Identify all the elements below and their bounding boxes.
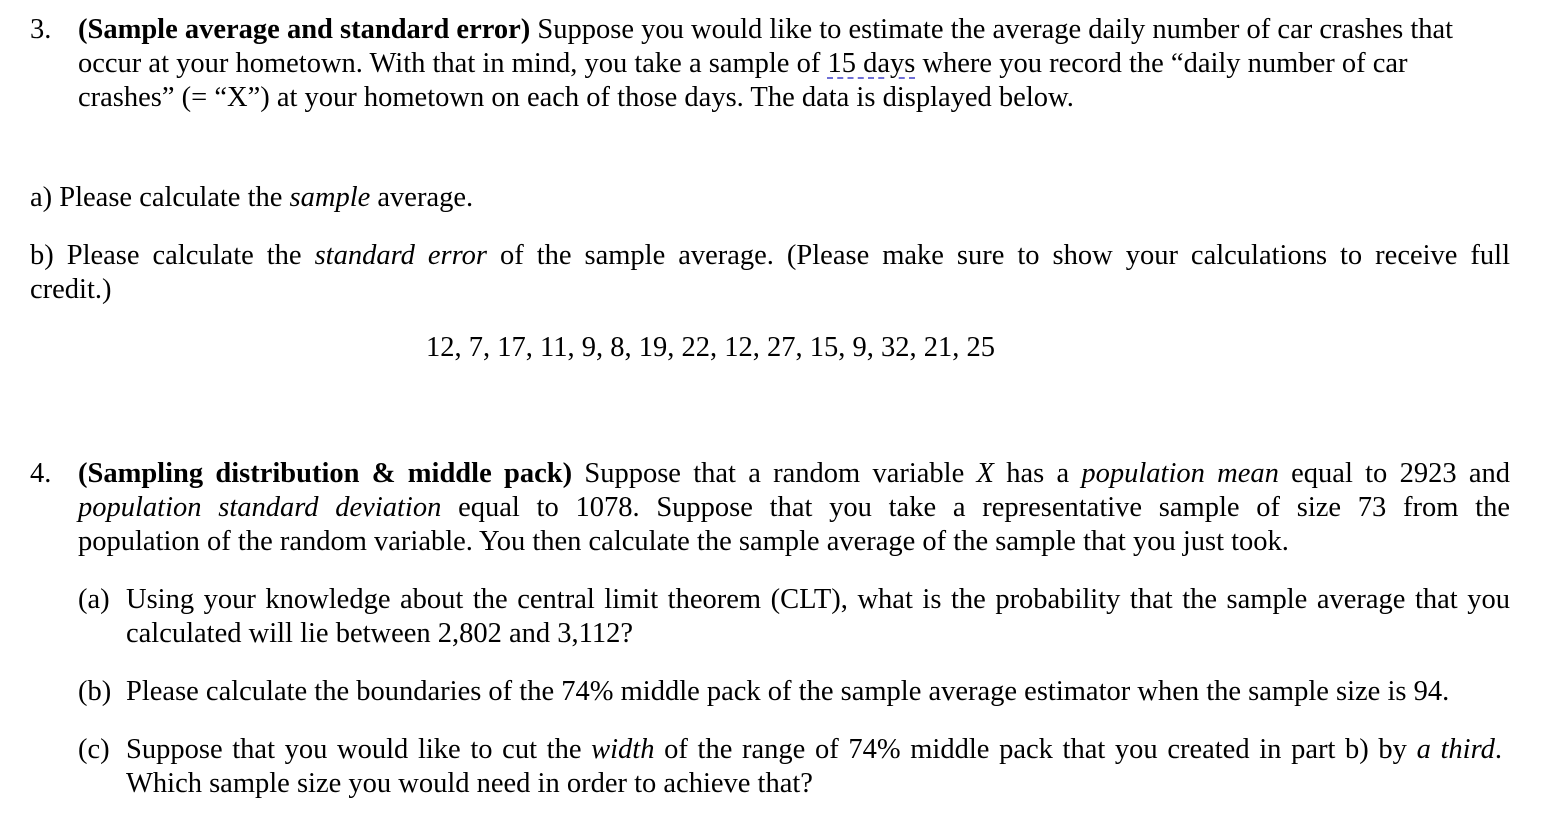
q4c-text-a: Suppose that you would like to cut the bbox=[126, 734, 592, 765]
part-a-text-post: average. bbox=[370, 182, 474, 213]
population-mean-term: population mean bbox=[1081, 458, 1279, 489]
question-4-number: 4. bbox=[30, 458, 52, 489]
question-4c-label: (c) bbox=[78, 734, 110, 765]
q4-line-2-text: equal to 1078. Suppose that you take a representative sample of size 73 from the bbox=[441, 492, 1510, 523]
population-sd-term: population standard deviation bbox=[78, 492, 442, 523]
a-third-term: a third bbox=[1416, 734, 1495, 765]
random-variable-x: X bbox=[976, 458, 994, 489]
question-4a-line-2: calculated will lie between 2,802 and 3,112? bbox=[126, 618, 634, 649]
part-b-emphasis: standard error bbox=[314, 240, 487, 271]
part-a-emphasis: sample bbox=[289, 182, 371, 213]
question-3-line-1 bbox=[78, 13, 1453, 47]
question-3-line-2 bbox=[78, 47, 1408, 81]
q4c-text-c: . bbox=[1494, 734, 1502, 765]
question-3-part-b-line-2: credit.) bbox=[30, 274, 112, 305]
question-3-part-a bbox=[30, 181, 473, 215]
q4-line-1-text-c: equal to 2923 and bbox=[1278, 458, 1510, 489]
part-a-text-pre: a) Please calculate the bbox=[30, 182, 290, 213]
question-4b-line-1: Please calculate the boundaries of the 74% middle pack of the sample average estimator when the sample size is 94. bbox=[126, 676, 1450, 707]
question-4-line-1 bbox=[78, 457, 1510, 491]
question-4-line-3: population of the random variable. You then calculate the sample average of the sample that you just took. bbox=[78, 526, 1289, 557]
question-4b-label: (b) bbox=[78, 676, 112, 707]
width-term: width bbox=[591, 734, 655, 765]
question-3-number: 3. bbox=[30, 14, 52, 45]
question-4c-line-2: Which sample size you would need in order to achieve that? bbox=[126, 768, 813, 799]
question-4-title: (Sampling distribution & middle pack) bbox=[78, 458, 573, 489]
part-b-text-pre: b) Please calculate the bbox=[30, 240, 315, 271]
question-4a-line-1: Using your knowledge about the central limit theorem (CLT), what is the probability that the sample average that you bbox=[126, 584, 1510, 615]
question-4c-line-1 bbox=[126, 733, 1502, 767]
spellcheck-underline-15-days[interactable]: 15 days bbox=[827, 48, 916, 79]
crash-data-values: 12, 7, 17, 11, 9, 8, 19, 22, 12, 27, 15, 9, 32, 21, 25 bbox=[426, 332, 995, 363]
question-3-part-b bbox=[30, 239, 1510, 273]
question-3-line-2-text-a: occur at your hometown. With that in mind, you take a sample of bbox=[78, 48, 828, 79]
question-3-line-2-text-b: where you record the “daily number of car bbox=[915, 48, 1408, 79]
question-4a-label: (a) bbox=[78, 584, 110, 615]
q4c-text-b: of the range of 74% middle pack that you created in part b) by bbox=[654, 734, 1417, 765]
question-4-line-2 bbox=[78, 491, 1510, 525]
question-3-line-3: crashes” (= “X”) at your hometown on each of those days. The data is displayed below. bbox=[78, 82, 1074, 113]
part-b-text-post: of the sample average. (Please make sure to show your calculations to receive full bbox=[486, 240, 1510, 271]
q4-line-1-text-b: has a bbox=[993, 458, 1082, 489]
q4-line-1-text-a: Suppose that a random variable bbox=[572, 458, 977, 489]
question-3-title: (Sample average and standard error) bbox=[78, 14, 531, 45]
question-3-line-1-text: Suppose you would like to estimate the average daily number of car crashes that bbox=[530, 14, 1454, 45]
